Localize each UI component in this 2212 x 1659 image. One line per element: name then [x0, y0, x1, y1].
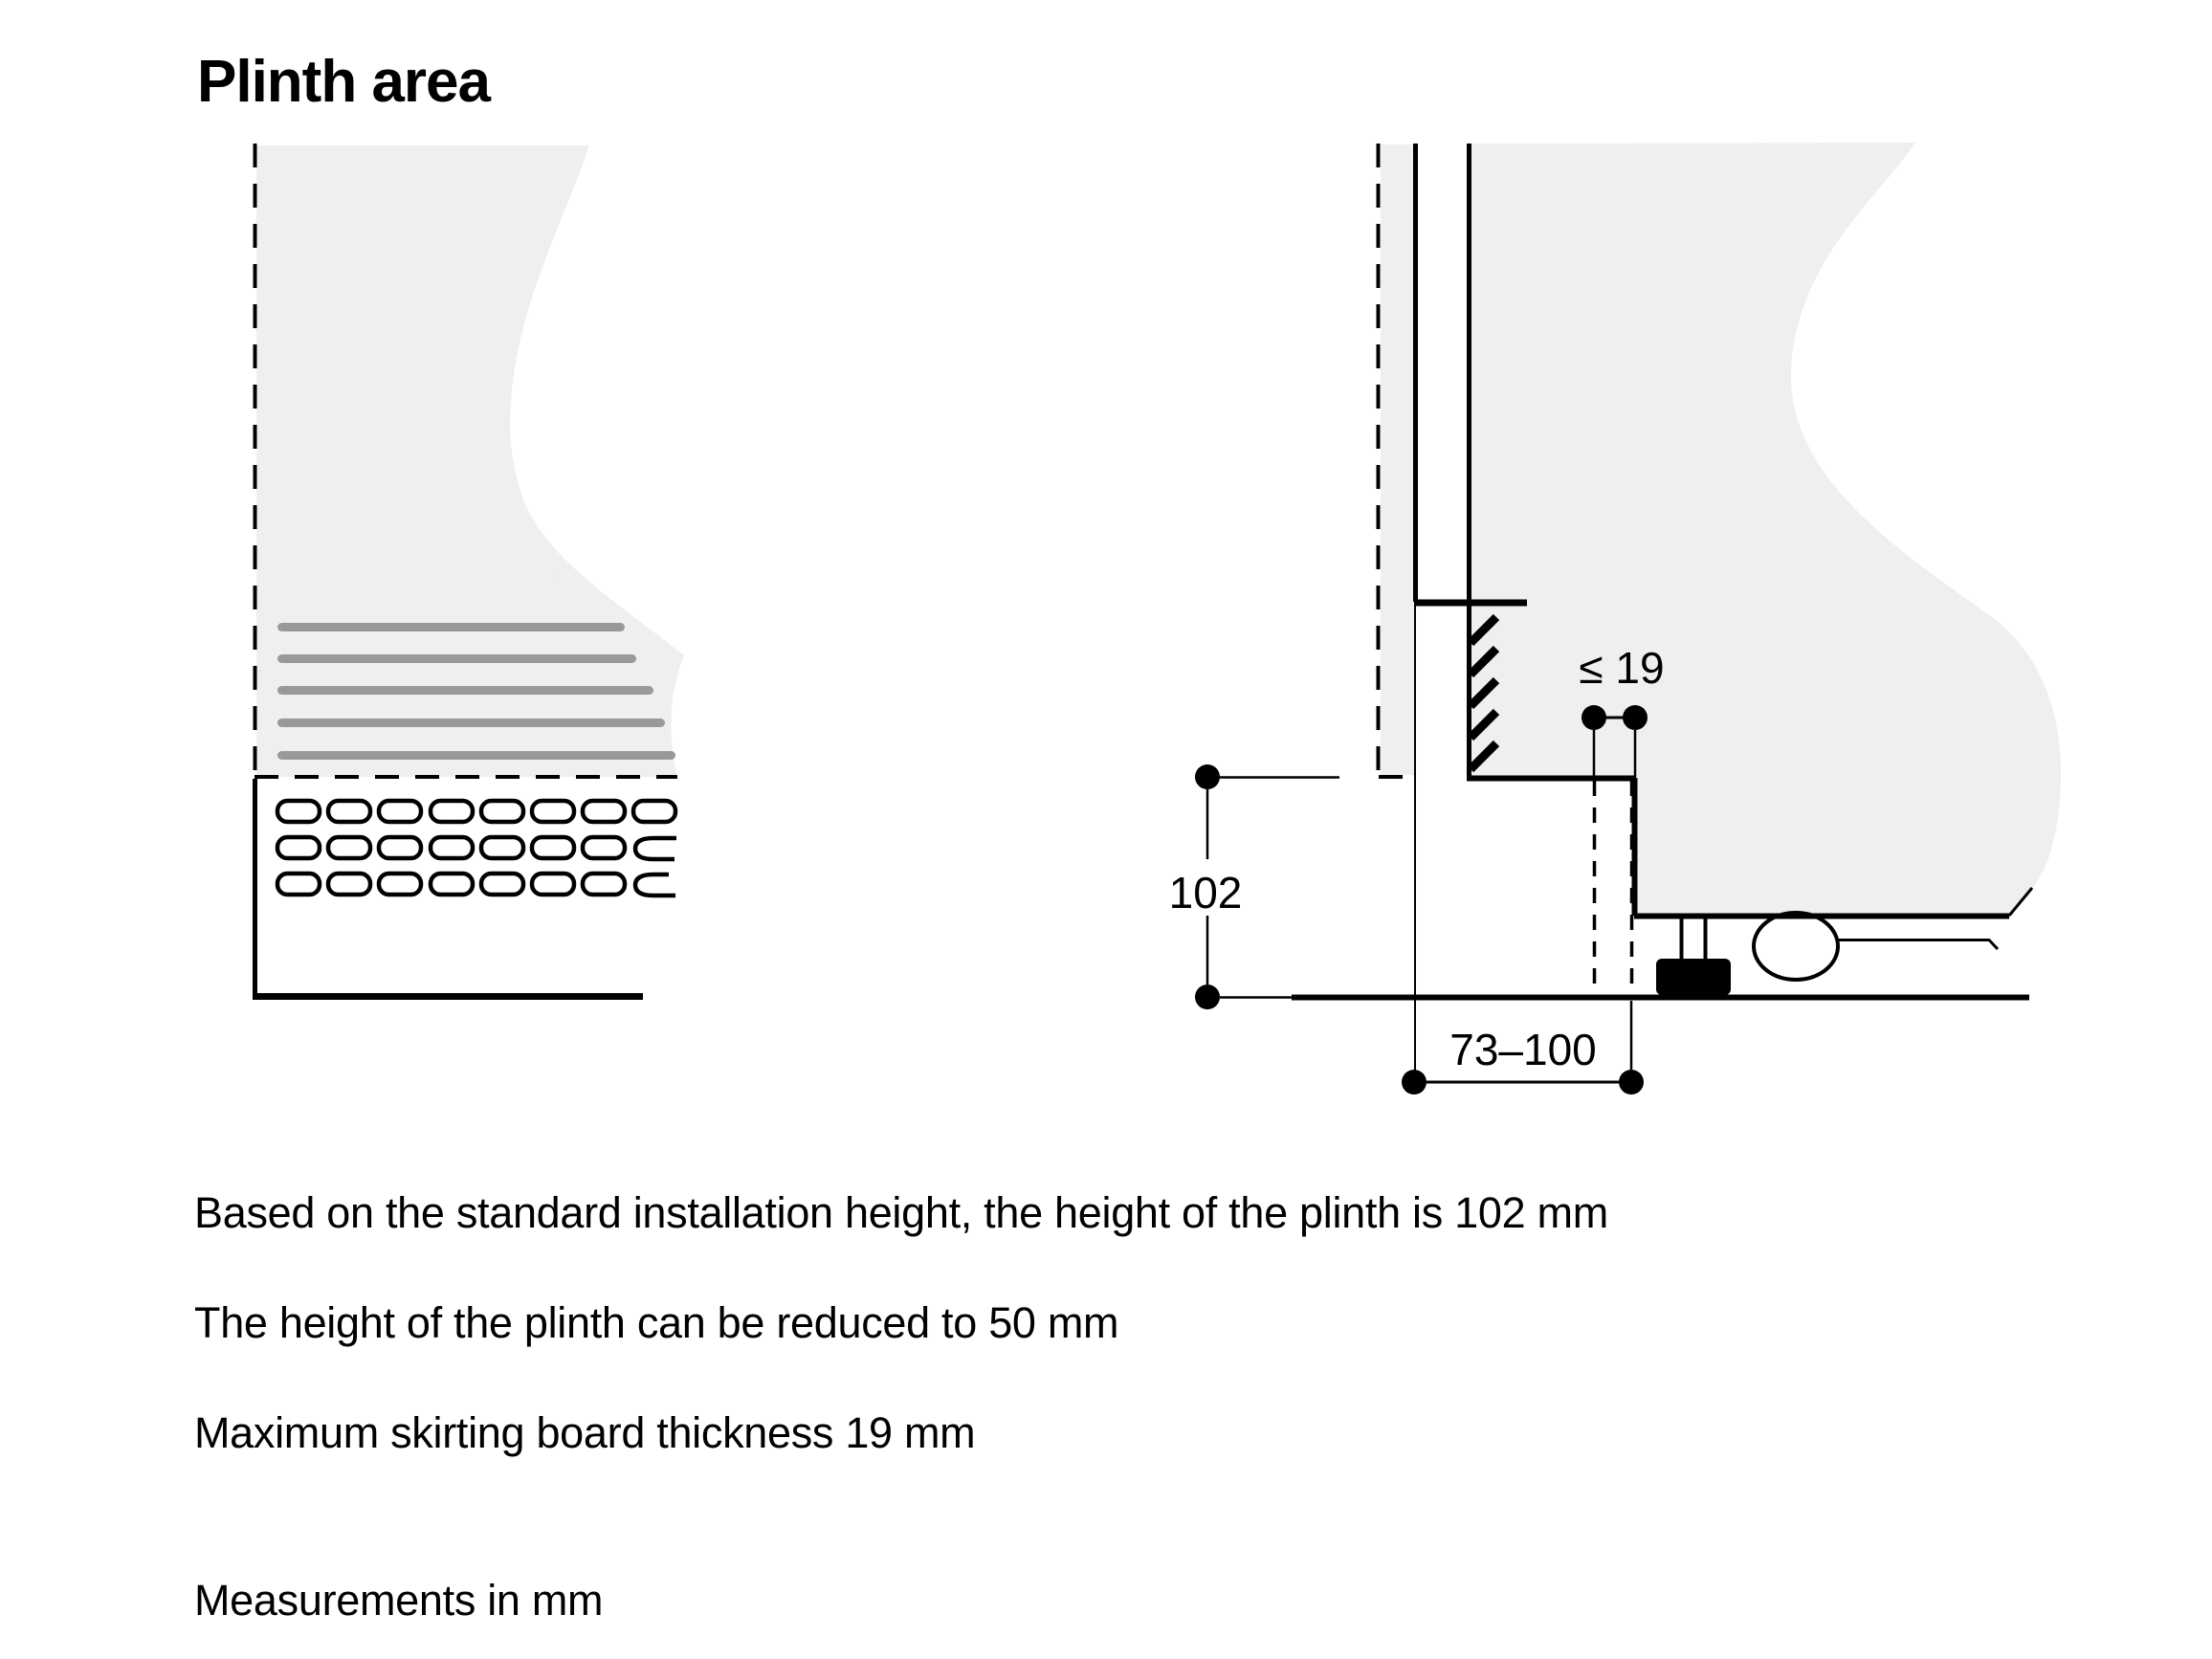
vent-slot-clipped [635, 874, 675, 896]
dimension-plinth-recess [1402, 1001, 1644, 1095]
vent-slot [583, 801, 625, 822]
foot-stem [1682, 916, 1706, 959]
measurements-note: Measurements in mm [194, 1576, 604, 1625]
wheel-axle-line [1838, 940, 1998, 950]
note-skirting-thickness: Maximum skirting board thickness 19 mm [194, 1408, 976, 1457]
plinth-vent-grille [277, 801, 676, 896]
leveling-foot [1656, 916, 1731, 995]
note-reduced-height: The height of the plinth can be reduced to 50 mm [194, 1298, 1119, 1347]
dim-label-plinth-height: 102 [1168, 868, 1243, 918]
front-panel-shape-curve [256, 145, 677, 777]
vent-slot [379, 874, 421, 895]
vent-slat [277, 654, 636, 663]
vent-slot [481, 874, 523, 895]
vent-slot [379, 801, 421, 822]
vent-slat [277, 751, 675, 760]
vent-slot [431, 837, 473, 858]
vent-slot [481, 801, 523, 822]
dim-point [1195, 984, 1220, 1009]
dim-point [1619, 1070, 1644, 1095]
page-title: Plinth area [197, 49, 490, 115]
vent-slot [277, 837, 320, 858]
vent-slat [277, 686, 653, 695]
appliance-wheel [1754, 913, 1998, 980]
vent-slot [431, 801, 473, 822]
vent-slot [277, 874, 320, 895]
note-standard-height: Based on the standard installation height, the height of the plinth is 102 mm [194, 1188, 1608, 1237]
front-view-diagram [253, 144, 684, 997]
vent-slot [328, 874, 370, 895]
skirting-board-dashed-lines [1595, 781, 1632, 995]
side-section-diagram [1169, 143, 2061, 1095]
vent-slat [277, 719, 665, 727]
vent-slot [328, 837, 370, 858]
dim-label-plinth-recess: 73–100 [1449, 1025, 1597, 1074]
vent-slat [277, 623, 625, 631]
vent-slot [481, 837, 523, 858]
vent-slot [583, 837, 625, 858]
vent-slot [633, 801, 675, 822]
dimension-plinth-height [1169, 764, 1339, 1009]
vent-slot [583, 874, 625, 895]
vent-slot [328, 801, 370, 822]
vent-slot [277, 801, 320, 822]
vent-slot [379, 837, 421, 858]
wall-strip [1381, 144, 1414, 775]
cabinet-body-shape [1469, 143, 2061, 916]
vent-slot [532, 837, 574, 858]
vent-slot [431, 874, 473, 895]
vent-slot [532, 801, 574, 822]
dim-point [1195, 764, 1220, 789]
vent-slot [532, 874, 574, 895]
vent-slot-clipped [635, 838, 676, 859]
dim-point [1402, 1070, 1427, 1095]
dim-label-skirting-thickness: ≤ 19 [1579, 643, 1665, 693]
foot-pad [1656, 959, 1731, 995]
